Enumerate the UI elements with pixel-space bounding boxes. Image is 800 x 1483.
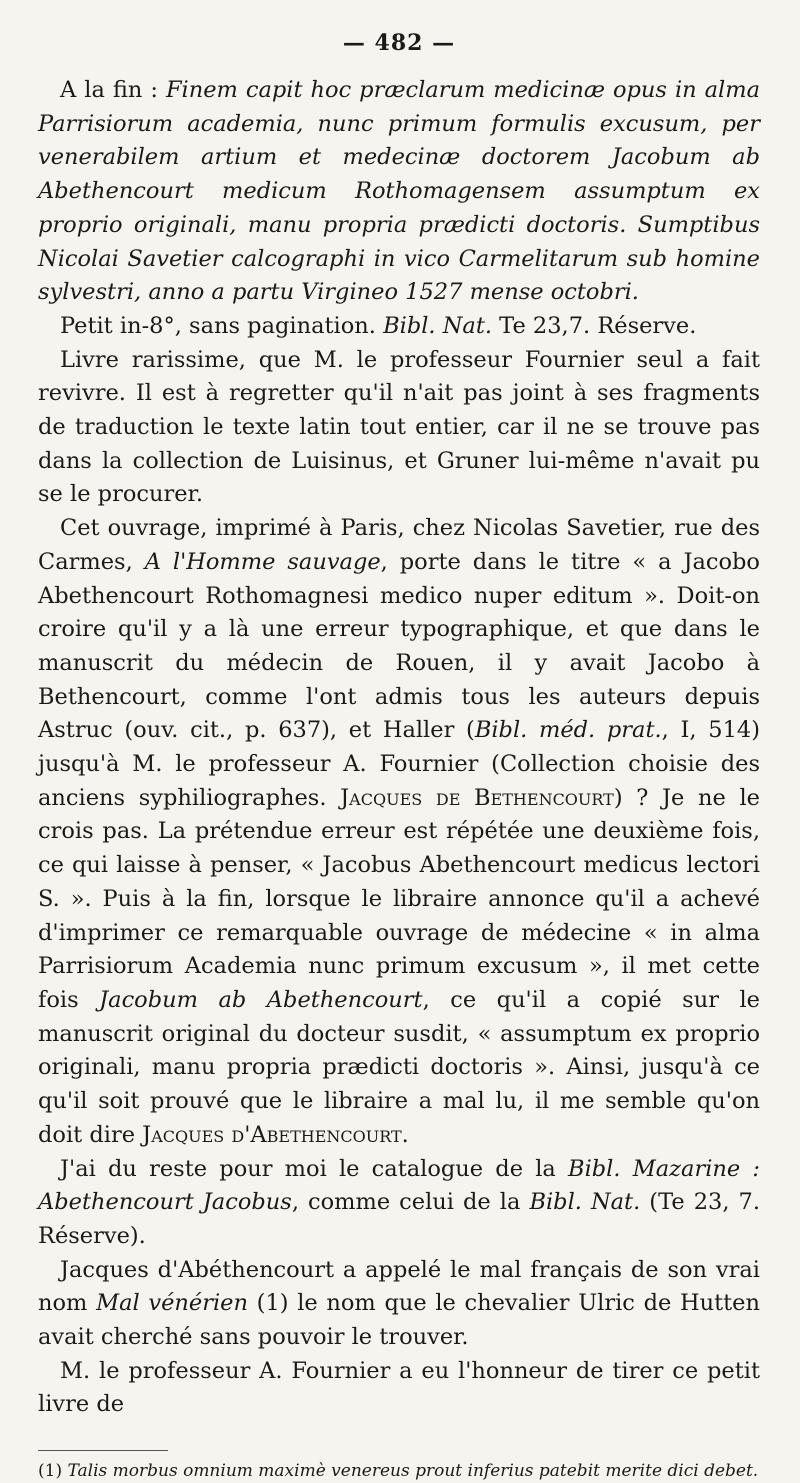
discussion-italic-2: Bibl. méd. prat. (474, 717, 662, 744)
discussion-smallcaps-1: Jacques de Bethencourt (340, 784, 614, 811)
paragraph-catalogue (38, 1153, 760, 1254)
catalogue-text-3: (Te 23, 7. Réserve). (38, 1189, 760, 1249)
catalogue-text-2: , comme celui de la (291, 1189, 530, 1216)
discussion-text-5: , ce qu'il a copié sur le manuscrit original du docteur susdit, « assumptum ex proprio originali, manu propria prædicti doctoris ». Ainsi, jusqu'à ce qu'il soit prouvé que le libraire a mal lu, il me semble qu'on doit dire (38, 986, 760, 1148)
discussion-text-1: Cet ouvrage, imprimé à Paris, chez Nicolas Savetier, rue des Carmes, (38, 515, 760, 575)
format-library: Bibl. Nat. (383, 312, 493, 339)
paragraph-format (38, 310, 760, 344)
discussion-text-2: , porte dans le titre « a Jacobo Abethencourt Rothomagnesi medico nuper editum ». Doit-on croire qu'il y a là une erreur typographique, et que dans le manuscrit du médecin de Rouen, il y avait Jacobo à Bethencourt, comme l'ont admis tous les auteurs depuis Astruc (ouv. cit., p. 637), et Haller ( (38, 548, 760, 744)
page-number: — 482 — (342, 30, 456, 56)
catalogue-text-1: J'ai du reste pour moi le catalogue de la (60, 1155, 569, 1182)
format-text: Petit in-8°, sans pagination. (60, 312, 384, 339)
footnote-marker: (1) (38, 1461, 68, 1482)
discussion-text-4: ) ? Je ne le crois pas. La prétendue erreur est répétée une deuxième fois, ce qui laisse à penser, « Jacobus Abethencourt medicus lectori S. ». Puis à la fin, lorsque le libraire annonce qu'il a achevé d'imprimer ce remarquable ouvrage de médecine « in alma Parrisiorum Academia nunc primum excusum », il met cette fois (38, 784, 761, 1013)
catalogue-italic-2: Bibl. Nat. (529, 1189, 641, 1216)
paragraph-discussion (38, 512, 760, 1152)
format-shelfmark: Te 23,7. Réserve. (492, 312, 697, 339)
discussion-text-3: , I, 514) jusqu'à M. le professeur A. Fournier (Collection choisie des anciens syphiliographes. (38, 717, 760, 811)
footnote (38, 1459, 760, 1483)
naming-text-2: (1) le nom que le chevalier Ulric de Hutten avait cherché sans pouvoir le trouver. (38, 1290, 760, 1351)
body-text (38, 74, 760, 1422)
footnote-text: Talis morbus omnium maximè venereus prout inferius patebit merite dici debet. (67, 1461, 759, 1482)
colophon-latin: Finem capit hoc præclarum medicinæ opus in alma Parrisiorum academia, nunc primum formulis excusum, per venerabilem artium et medecinæ doctorem Jacobum ab Abethencourt medicum Rothomagensem assumptum ex proprio originali, manu propria prædicti doctoris. Sumptibus Nicolai Savetier calcographi in vico Carmelitarum sub homine sylvestri, anno a partu Virgineo 1527 mense octobri. (38, 77, 760, 306)
paragraph-colophon (38, 74, 760, 310)
discussion-text-6: . (401, 1121, 409, 1148)
paragraph-continuation: M. le professeur A. Fournier a eu l'honneur de tirer ce petit livre de (38, 1357, 760, 1418)
discussion-italic-3: Jacobum ab Abethencourt (99, 986, 423, 1013)
paragraph-rarity: Livre rarissime, que M. le professeur Fournier seul a fait revivre. Il est à regretter qu'il n'ait pas joint à ses fragments de traduction le texte latin tout entier, car il ne se trouve pas dans la collection de Luisinus, et Gruner lui-même n'avait pu se le procurer. (38, 346, 760, 508)
colophon-lead: A la fin : (60, 77, 166, 103)
naming-text-1: Jacques d'Abéthencourt a appelé le mal français de son vrai nom (38, 1256, 760, 1317)
paragraph-naming (38, 1254, 760, 1355)
footnote-divider (38, 1450, 168, 1451)
discussion-smallcaps-2: Jacques d'Abethencourt (142, 1121, 402, 1148)
naming-italic-1: Mal vénérien (96, 1290, 248, 1317)
catalogue-italic-1: Bibl. Mazarine : Abethencourt Jacobus (38, 1155, 760, 1216)
discussion-italic-1: A l'Homme sauvage (144, 548, 381, 575)
